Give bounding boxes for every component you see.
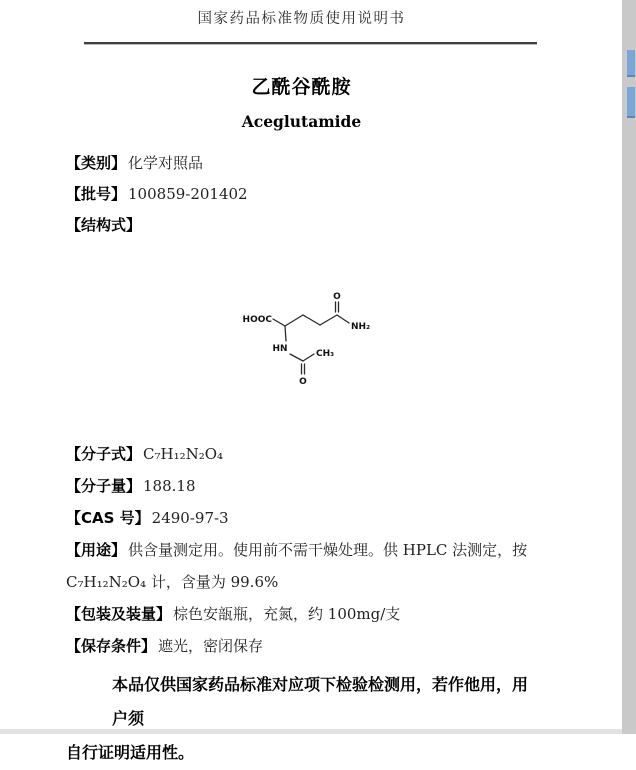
field-storage: [66, 630, 537, 662]
scroll-marker-1[interactable]: [627, 50, 635, 77]
notice-line2: 自行证明适用性。: [66, 743, 195, 762]
packaging-label: 【包装及装量】: [66, 605, 172, 623]
notice-line1: 本品仅供国家药品标准对应项下检验检测用，若作他用，用户须: [112, 675, 529, 728]
storage-value: 遮光，密闭保存: [158, 637, 264, 655]
field-packaging: [66, 598, 537, 630]
cas-value: 2490-97-3: [151, 509, 229, 527]
bond-n-acetyl: [290, 354, 303, 361]
category-label: 【类别】: [66, 154, 127, 172]
scroll-marker-2[interactable]: [627, 87, 635, 118]
packaging-value: 棕色安瓿瓶，充氮，约 100mg/支: [173, 605, 401, 623]
storage-label: 【保存条件】: [66, 637, 157, 655]
header-rule: [84, 42, 537, 45]
hn-label: HN: [272, 344, 288, 354]
formula-value: C₇H₁₂N₂O₄: [143, 445, 224, 463]
structure-label: 【结构式】: [66, 216, 142, 234]
field-category: [66, 148, 537, 179]
weight-value: 188.18: [143, 477, 196, 495]
cas-label: 【CAS 号】: [66, 509, 150, 527]
field-molecular-formula: [66, 438, 537, 470]
field-molecular-weight: [66, 470, 537, 502]
title-en: Aceglutamide: [241, 112, 362, 131]
formula-label: 【分子式】: [66, 445, 142, 463]
bottom-scrollbar-track[interactable]: [0, 729, 622, 734]
hooc-label: HOOC: [242, 315, 272, 325]
field-list: [66, 148, 537, 241]
right-scroll-strip[interactable]: [622, 0, 636, 734]
bond-acetyl-ch3: [303, 354, 314, 361]
bond-alpha-n: [285, 326, 286, 341]
usage-value-line1: 供含量测定用。使用前不需干燥处理。供 HPLC 法测定，按: [128, 541, 528, 559]
bond-c-amide: [320, 315, 337, 325]
field-usage: [66, 534, 537, 566]
field-structure: [66, 210, 537, 241]
usage-label: 【用途】: [66, 541, 127, 559]
bond-hooc-alpha: [273, 319, 285, 326]
bond-b-c: [303, 315, 320, 325]
field-cas-number: [66, 502, 537, 534]
weight-label: 【分子量】: [66, 477, 142, 495]
field-batch: [66, 179, 537, 210]
nh2-label: NH₂: [351, 322, 371, 332]
field-list-lower: [66, 438, 537, 662]
usage-notice: [66, 668, 537, 770]
ch3-label: CH₃: [316, 349, 335, 359]
title-cn: 乙酰谷酰胺: [251, 76, 352, 98]
batch-value: 100859-201402: [128, 185, 248, 203]
bond-amide-nh2: [337, 315, 349, 323]
category-value: 化学对照品: [128, 154, 204, 172]
structure-formula-image: [235, 283, 375, 388]
batch-label: 【批号】: [66, 185, 127, 203]
doc-header: 国家药品标准物质使用说明书: [197, 11, 406, 27]
bond-alpha-b: [285, 315, 303, 326]
o-bottom-label: O: [299, 377, 307, 387]
usage-value-line2: C₇H₁₂N₂O₄ 计，含量为 99.6%: [66, 573, 279, 591]
o-top-label: O: [333, 292, 341, 302]
